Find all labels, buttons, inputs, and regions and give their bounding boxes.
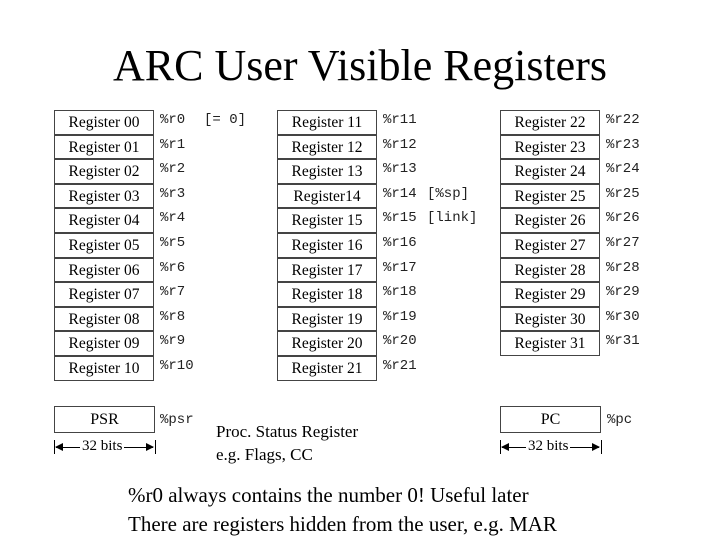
register-alias: %r9 bbox=[160, 333, 186, 350]
register-box: Register 01 bbox=[54, 135, 154, 160]
register-box: Register 31 bbox=[500, 331, 600, 356]
register-box: Register 23 bbox=[500, 135, 600, 160]
register-box: Register 08 bbox=[54, 307, 154, 332]
register-alias: %r7 bbox=[160, 284, 186, 301]
pc-alias: %pc bbox=[607, 412, 633, 428]
register-box: Register 09 bbox=[54, 331, 154, 356]
register-alias: %r1 bbox=[160, 136, 186, 153]
register-alias: %r30 bbox=[606, 308, 640, 325]
psr-width-label: 32 bits bbox=[82, 438, 123, 454]
register-alias: %r4 bbox=[160, 210, 186, 227]
register-alias: %r22 bbox=[606, 112, 640, 128]
page-title: ARC User Visible Registers bbox=[113, 41, 607, 90]
pc-width-arrow-right bbox=[592, 443, 600, 451]
register-box: Register 30 bbox=[500, 307, 600, 332]
register-box: Register 05 bbox=[54, 233, 154, 258]
register-box: Register 10 bbox=[54, 356, 154, 381]
register-alias: %r23 bbox=[606, 136, 640, 153]
register-alias: %r12 bbox=[383, 136, 417, 153]
register-note: [link] bbox=[427, 210, 478, 227]
register-note: [= 0] bbox=[204, 112, 247, 128]
register-box: Register 18 bbox=[277, 282, 377, 307]
register-alias: %r19 bbox=[383, 308, 417, 325]
footer-line-2: There are registers hidden from the user, e.g. MAR bbox=[128, 512, 557, 536]
register-box: Register 00 bbox=[54, 110, 154, 135]
register-box: Register 29 bbox=[500, 282, 600, 307]
register-box: Register 17 bbox=[277, 258, 377, 283]
register-alias: %r0 bbox=[160, 112, 186, 128]
pc-width-label: 32 bits bbox=[528, 438, 569, 454]
register-box: Register 11 bbox=[277, 110, 377, 135]
register-box: Register 27 bbox=[500, 233, 600, 258]
register-alias: %r2 bbox=[160, 161, 186, 178]
register-alias: %r10 bbox=[160, 358, 194, 374]
register-alias: %r29 bbox=[606, 284, 640, 301]
register-alias: %r14 bbox=[383, 185, 417, 202]
register-box: Register 07 bbox=[54, 282, 154, 307]
register-box: Register 03 bbox=[54, 184, 154, 209]
register-box: Register 25 bbox=[500, 184, 600, 209]
pc-width-arrow-left bbox=[501, 443, 509, 451]
register-alias: %r31 bbox=[606, 333, 640, 350]
register-alias: %r3 bbox=[160, 185, 186, 202]
register-box: Register 22 bbox=[500, 110, 600, 135]
register-box: Register14 bbox=[277, 184, 377, 209]
register-box: Register 21 bbox=[277, 356, 377, 381]
register-note: [%sp] bbox=[427, 185, 470, 202]
register-box: Register 20 bbox=[277, 331, 377, 356]
pc-width-tick-right bbox=[601, 440, 602, 454]
register-alias: %r20 bbox=[383, 333, 417, 350]
register-box: Register 24 bbox=[500, 159, 600, 184]
psr-label: PSR bbox=[90, 411, 119, 428]
register-box: Register 26 bbox=[500, 208, 600, 233]
register-box: Register 13 bbox=[277, 159, 377, 184]
psr-width-tick-right bbox=[155, 440, 156, 454]
psr-alias: %psr bbox=[160, 412, 194, 428]
psr-register-box bbox=[54, 406, 155, 433]
register-alias: %r16 bbox=[383, 235, 417, 251]
register-alias: %r11 bbox=[383, 112, 417, 128]
footer-line-1: %r0 always contains the number 0! Useful later bbox=[128, 483, 529, 507]
register-box: Register 15 bbox=[277, 208, 377, 233]
register-box: Register 12 bbox=[277, 135, 377, 160]
psr-width-arrow-left bbox=[55, 443, 63, 451]
register-alias: %r6 bbox=[160, 259, 186, 276]
register-alias: %r24 bbox=[606, 161, 640, 178]
register-alias: %r13 bbox=[383, 161, 417, 178]
register-alias: %r8 bbox=[160, 308, 186, 325]
register-box: Register 04 bbox=[54, 208, 154, 233]
register-alias: %r21 bbox=[383, 358, 417, 374]
register-alias: %r26 bbox=[606, 210, 640, 227]
register-alias: %r18 bbox=[383, 284, 417, 301]
register-alias: %r27 bbox=[606, 235, 640, 251]
psr-caption-line-2: e.g. Flags, CC bbox=[216, 445, 313, 464]
register-box: Register 02 bbox=[54, 159, 154, 184]
register-box: Register 16 bbox=[277, 233, 377, 258]
register-alias: %r15 bbox=[383, 210, 417, 227]
pc-register-box bbox=[500, 406, 601, 433]
pc-label: PC bbox=[540, 411, 561, 428]
register-box: Register 28 bbox=[500, 258, 600, 283]
psr-width-arrow-right bbox=[146, 443, 154, 451]
register-alias: %r5 bbox=[160, 235, 186, 251]
psr-caption-line-1: Proc. Status Register bbox=[216, 422, 359, 441]
register-alias: %r17 bbox=[383, 259, 417, 276]
register-box: Register 19 bbox=[277, 307, 377, 332]
register-alias: %r25 bbox=[606, 185, 640, 202]
register-box: Register 06 bbox=[54, 258, 154, 283]
register-alias: %r28 bbox=[606, 259, 640, 276]
